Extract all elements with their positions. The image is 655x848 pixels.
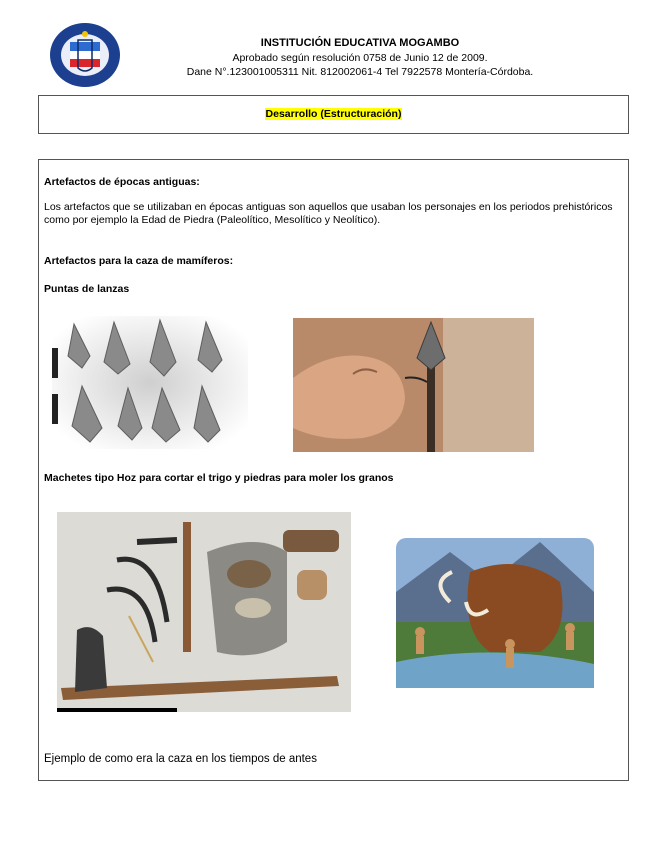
heading-spear-points: Puntas de lanzas (44, 283, 130, 295)
heading-ancient-artifacts: Artefactos de épocas antiguas: (44, 176, 200, 188)
sickles-and-grinding-stone-image (57, 512, 351, 712)
mammoth-hunt-image (390, 532, 600, 694)
institution-name: INSTITUCIÓN EDUCATIVA MOGAMBO (260, 37, 460, 49)
section-title-text: Desarrollo (Estructuración) (265, 108, 402, 120)
approval-line: Aprobado según resolución 0758 de Junio 12 de 2009. (232, 52, 488, 64)
image-caption: Ejemplo de como era la caza en los tiempos de antes (44, 753, 317, 765)
contact-line: Dane N°.123001005311 Nit. 812002061-4 Tel 7922578 Montería-Córdoba. (186, 66, 534, 78)
paragraph-ancient-artifacts: Los artefactos que se utilizaban en épocas antiguas son aquellos que usaban los personajes en los periodos prehistóricos como por ejemplo la Edad de Piedra (Paleolítico, Mesolítico y Neolítico). (44, 201, 613, 226)
spear-points-image (52, 316, 248, 449)
hand-with-spear-image (293, 318, 534, 452)
school-logo (48, 22, 122, 88)
heading-sickles-and-stones: Machetes tipo Hoz para cortar el trigo y piedras para moler los granos (44, 472, 394, 484)
heading-hunting-artifacts: Artefactos para la caza de mamíferos: (44, 255, 234, 267)
section-title (38, 108, 629, 120)
